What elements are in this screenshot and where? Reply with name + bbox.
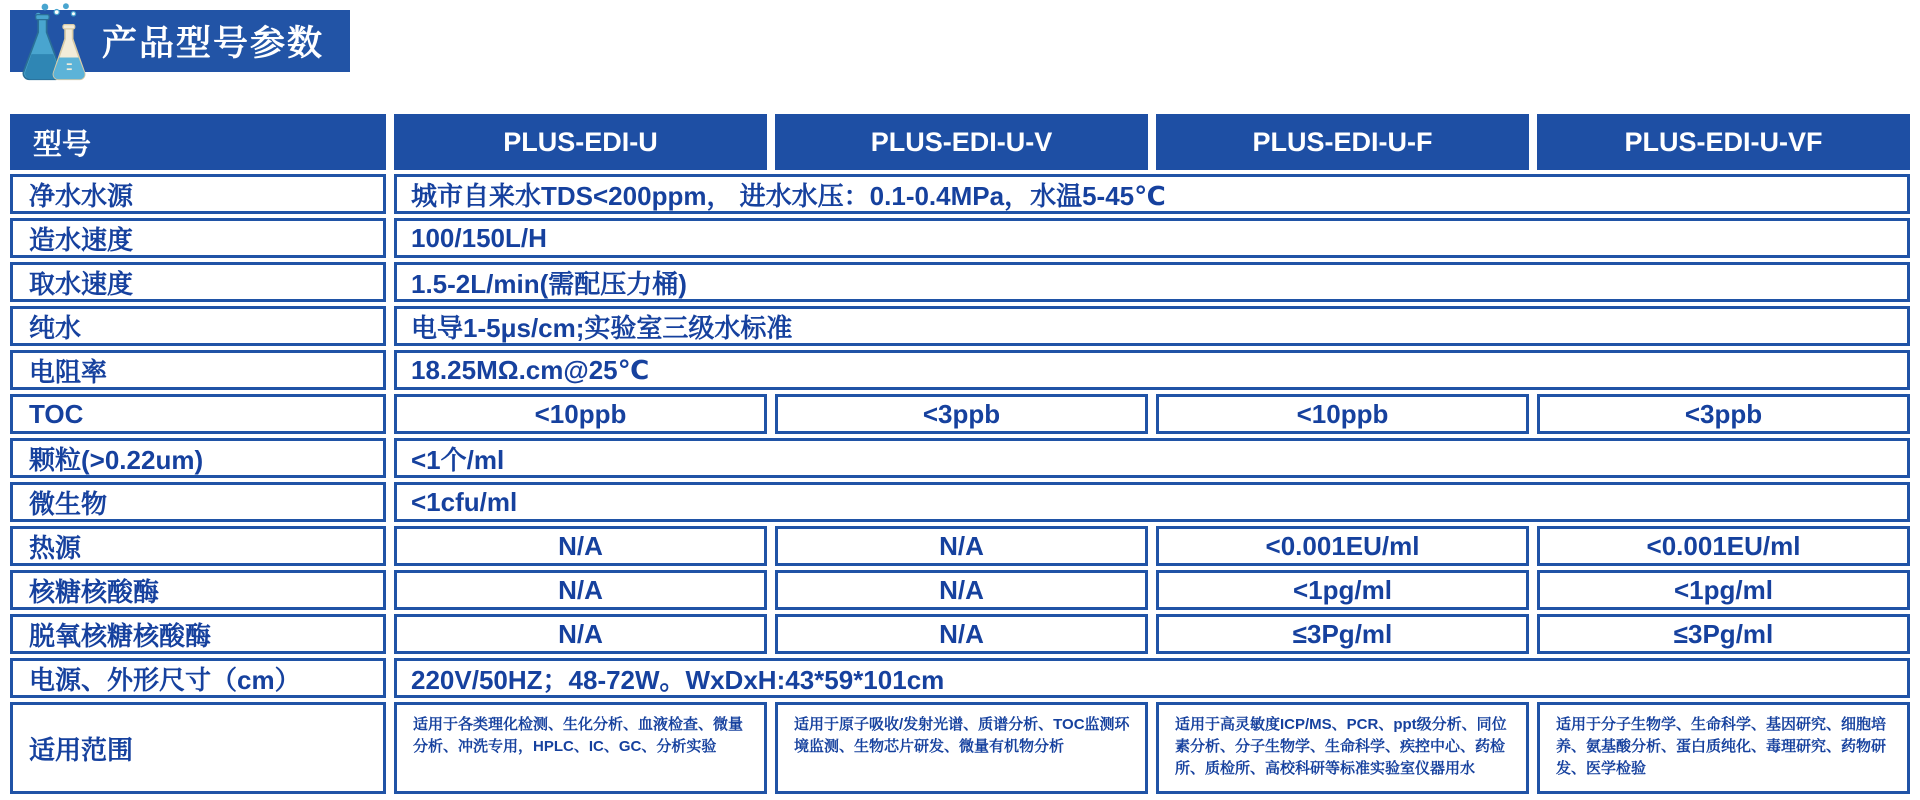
table-row <box>10 614 1910 654</box>
value-dnase-plus-edi-u-vf: ≤3Pg/ml <box>1537 614 1910 654</box>
table-row <box>10 306 1910 346</box>
value-rnase-plus-edi-u-vf: <1pg/ml <box>1537 570 1910 610</box>
lab-flasks-icon <box>12 2 98 86</box>
value-dnase-plus-edi-u: N/A <box>394 614 767 654</box>
value-particles: <1个/ml <box>394 438 1910 478</box>
table-row <box>10 570 1910 610</box>
row-label-rnase: 核糖核酸酶 <box>10 570 386 610</box>
table-row <box>10 394 1910 434</box>
table-row <box>10 658 1910 698</box>
section-title: 产品型号参数 <box>102 24 325 63</box>
value-application-plus-edi-u-f: 适用于高灵敏度ICP/MS、PCR、ppt级分析、同位素分析、分子生物学、生命科学、疾控中心、药检所、质检所、高校科研等标准实验室仪器用水 <box>1156 702 1529 794</box>
header-col-plus-edi-u: PLUS-EDI-U <box>394 114 767 170</box>
value-pyrogen-plus-edi-u: N/A <box>394 526 767 566</box>
value-toc-plus-edi-u-v: <3ppb <box>775 394 1148 434</box>
row-label-resistivity: 电阻率 <box>10 350 386 390</box>
row-label-dispense-rate: 取水速度 <box>10 262 386 302</box>
value-toc-plus-edi-u-f: <10ppb <box>1156 394 1529 434</box>
value-feed-water-source: 城市自来水TDS<200ppm， 进水水压：0.1-0.4MPa，水温5-45℃ <box>394 174 1910 214</box>
value-dnase-plus-edi-u-f: ≤3Pg/ml <box>1156 614 1529 654</box>
value-water-production-rate: 100/150L/H <box>394 218 1910 258</box>
row-label-particles: 颗粒(>0.22um) <box>10 438 386 478</box>
value-pure-water: 电导1-5μs/cm;实验室三级水标准 <box>394 306 1910 346</box>
value-application-plus-edi-u-vf: 适用于分子生物学、生命科学、基因研究、细胞培养、氨基酸分析、蛋白质纯化、毒理研究、药物研发、医学检验 <box>1537 702 1910 794</box>
table-row <box>10 438 1910 478</box>
header-col-plus-edi-u-v: PLUS-EDI-U-V <box>775 114 1148 170</box>
table-header-row <box>10 114 1910 170</box>
table-row <box>10 262 1910 302</box>
value-rnase-plus-edi-u-v: N/A <box>775 570 1148 610</box>
value-toc-plus-edi-u: <10ppb <box>394 394 767 434</box>
value-dnase-plus-edi-u-v: N/A <box>775 614 1148 654</box>
row-label-application-range: 适用范围 <box>10 702 386 794</box>
value-microorganisms: <1cfu/ml <box>394 482 1910 522</box>
table-row <box>10 526 1910 566</box>
row-label-feed-water-source: 净水水源 <box>10 174 386 214</box>
value-pyrogen-plus-edi-u-v: N/A <box>775 526 1148 566</box>
value-pyrogen-plus-edi-u-f: <0.001EU/ml <box>1156 526 1529 566</box>
value-application-plus-edi-u-v: 适用于原子吸收/发射光谱、质谱分析、TOC监测环境监测、生物芯片研发、微量有机物分析 <box>775 702 1148 794</box>
value-pyrogen-plus-edi-u-vf: <0.001EU/ml <box>1537 526 1910 566</box>
row-label-toc: TOC <box>10 394 386 434</box>
section-banner <box>10 10 350 72</box>
value-rnase-plus-edi-u: N/A <box>394 570 767 610</box>
value-application-plus-edi-u: 适用于各类理化检测、生化分析、血液检查、微量分析、冲洗专用，HPLC、IC、GC、分析实验 <box>394 702 767 794</box>
value-rnase-plus-edi-u-f: <1pg/ml <box>1156 570 1529 610</box>
table-row <box>10 702 1910 794</box>
value-toc-plus-edi-u-vf: <3ppb <box>1537 394 1910 434</box>
row-label-water-production-rate: 造水速度 <box>10 218 386 258</box>
table-row <box>10 218 1910 258</box>
table-row <box>10 350 1910 390</box>
spec-table <box>10 114 1910 794</box>
value-power-dimensions: 220V/50HZ；48-72W。WxDxH:43*59*101cm <box>394 658 1910 698</box>
header-col-plus-edi-u-f: PLUS-EDI-U-F <box>1156 114 1529 170</box>
header-model-label: 型号 <box>10 114 386 170</box>
header-col-plus-edi-u-vf: PLUS-EDI-U-VF <box>1537 114 1910 170</box>
row-label-microorganisms: 微生物 <box>10 482 386 522</box>
table-row <box>10 174 1910 214</box>
value-resistivity: 18.25MΩ.cm@25℃ <box>394 350 1910 390</box>
table-row <box>10 482 1910 522</box>
row-label-pyrogen: 热源 <box>10 526 386 566</box>
value-dispense-rate: 1.5-2L/min(需配压力桶) <box>394 262 1910 302</box>
row-label-dnase: 脱氧核糖核酸酶 <box>10 614 386 654</box>
row-label-pure-water: 纯水 <box>10 306 386 346</box>
row-label-power-dimensions: 电源、外形尺寸（cm） <box>10 658 386 698</box>
